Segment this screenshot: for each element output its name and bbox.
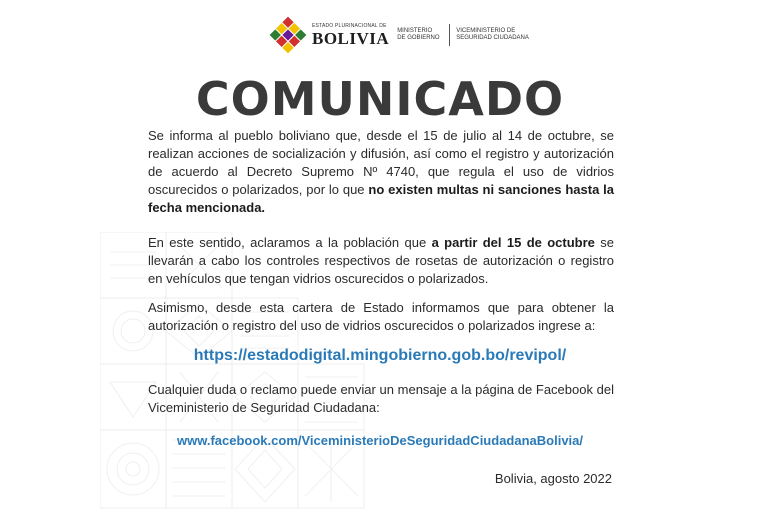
paragraph-1-bold: no existen multas ni sanciones hasta la fecha mencionada.	[148, 182, 614, 215]
header-divider	[449, 24, 450, 46]
state-small-label: ESTADO PLURINACIONAL DE	[312, 22, 387, 29]
state-name-block	[312, 24, 389, 47]
state-name: BOLIVIA	[312, 28, 390, 48]
paragraph-2-after: se llevarán a cabo los controles respectivos de rosetas de autorización o registro en vehículos que tengan vidrios oscurecidos o polarizados.	[148, 235, 615, 286]
paragraph-2-bold: a partir del 15 de octubre	[431, 235, 595, 250]
ministry-line-1: MINISTERIO	[397, 27, 433, 34]
page-title: COMUNICADO	[195, 72, 565, 126]
paragraph-2-before: En este sentido, aclaramos a la población que	[148, 235, 432, 250]
ministry-label	[397, 28, 441, 43]
viceministry-label	[456, 28, 536, 43]
vice-line-2: SEGURIDAD CIUDADANA	[456, 35, 529, 41]
vice-line-1: VICEMINISTERIO DE	[456, 27, 516, 34]
paragraph-4: Cualquier duda o reclamo puede enviar un mensaje a la página de Facebook del Viceministerio de Seguridad Ciudadana:	[148, 382, 614, 415]
paragraph-1-text: Se informa al pueblo boliviano que, desde el 15 de julio al 14 de octubre, se realizan acciones de socialización y difusión, así como el registro y autorización de acuerdo al Decreto Supremo Nº 4740, que regula el uso de vidrios oscurecidos o polarizados, por lo que	[148, 128, 614, 197]
ministry-line-2: DE GOBIERNO	[397, 35, 440, 41]
header-logo	[268, 14, 536, 56]
facebook-link[interactable]: www.facebook.com/ViceministerioDeSeguridadCiudadanaBolivia/	[177, 433, 583, 448]
paragraph-3: Asimismo, desde esta cartera de Estado informamos que para obtener la autorización o registro del uso de vidrios oscurecidos o polarizados ingrese a:	[148, 300, 614, 333]
bolivia-emblem-icon	[268, 15, 308, 55]
signoff-date: Bolivia, agosto 2022	[494, 471, 612, 486]
revipol-link[interactable]: https://estadodigital.mingobierno.gob.bo/revipol/	[193, 347, 567, 364]
paragraph-2	[148, 234, 614, 288]
paragraph-1	[148, 127, 614, 217]
